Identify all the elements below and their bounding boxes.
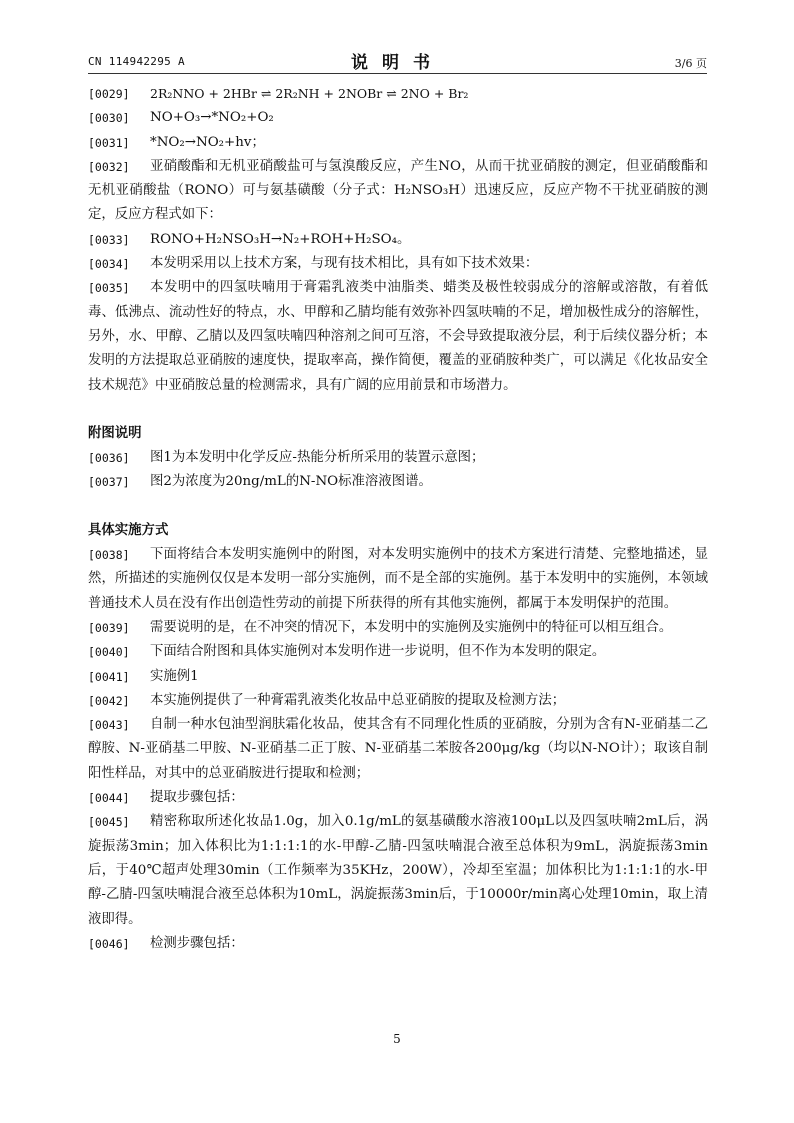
paragraph-number: [0044] <box>88 791 130 806</box>
paragraph-text: 本发明中的四氢呋喃用于膏霜乳液类中油脂类、蜡类及极性较弱成分的溶解或溶散，有着低毒、低沸点、流动性好的特点，水、甲醇和乙腈均能有效弥补四氢呋喃的不足，增加极性成分的溶解性，另外，水、甲醇、乙腈以及四氢呋喃四种溶剂之间可互溶，不会导致提取液分层，利于后续仪器分析；本发明的方法提取总亚硝胺的速度快，提取率高，操作简便，覆盖的亚硝胺种类广，可以满足《化妆品安全技术规范》中亚硝胺总量的检测需求，具有广阔的应用前景和市场潜力。 <box>88 280 708 393</box>
paragraph-text: 实施例1 <box>150 668 199 684</box>
paragraph-number: [0037] <box>88 475 130 490</box>
reaction-equation: 2R₂NNO + 2HBr ⇌ 2R₂NH + 2NOBr ⇌ 2NO + Br₂ <box>150 86 469 101</box>
paragraph-p0033 <box>88 228 708 252</box>
paragraph-p0035 <box>88 276 708 397</box>
section-heading: 具体实施方式 <box>88 522 169 538</box>
paragraph-text: 下面结合附图和具体实施例对本发明作进一步说明，但不作为本发明的限定。 <box>150 644 606 660</box>
paragraph-p0044 <box>88 786 708 810</box>
paragraph-text: 自制一种水包油型润肤霜化妆品，使其含有不同理化性质的亚硝胺，分别为含有N-亚硝基二乙醇胺、N-亚硝基二甲胺、N-亚硝基二正丁胺、N-亚硝基二苯胺各200μg/kg（均以N-NO计）；取该自制阳性样品，对其中的总亚硝胺进行提取和检测； <box>88 717 708 781</box>
paragraph-number: [0030] <box>88 111 130 126</box>
paragraph-number: [0041] <box>88 669 130 684</box>
paragraph-number: [0035] <box>88 281 130 296</box>
paragraph-text: 下面将结合本发明实施例中的附图，对本发明实施例中的技术方案进行清楚、完整地描述，显然，所描述的实施例仅仅是本发明一部分实施例，而不是全部的实施例。基于本发明中的实施例，本领域普通技术人员在没有作出创造性劳动的前提下所获得的所有其他实施例，都属于本发明保护的范围。 <box>88 547 708 611</box>
paragraph-p0046 <box>88 932 708 956</box>
paragraph-number: [0033] <box>88 232 130 247</box>
paragraph-text: NO+O₃→*NO₂+O₂ <box>150 110 274 126</box>
paragraph-number: [0040] <box>88 645 130 660</box>
document-body <box>88 82 708 956</box>
paragraph-p0040 <box>88 640 708 664</box>
paragraph-p0042 <box>88 689 708 713</box>
paragraph-text: RONO+H₂NSO₃H→N₂+ROH+H₂SO₄。 <box>150 231 411 247</box>
paragraph-number: [0032] <box>88 159 130 174</box>
paragraph-number: [0045] <box>88 815 130 830</box>
paragraph-text: 检测步骤包括： <box>150 935 244 951</box>
paragraph-p0038 <box>88 543 708 616</box>
paragraph-p0045 <box>88 810 708 931</box>
paragraph-number: [0046] <box>88 936 130 951</box>
paragraph-text: 需要说明的是，在不冲突的情况下，本发明中的实施例及实施例中的特征可以相互组合。 <box>150 619 673 635</box>
paragraph-p0032 <box>88 155 708 228</box>
paragraph-number: [0031] <box>88 135 130 150</box>
section-spacer <box>88 398 708 422</box>
header-rule <box>88 73 707 74</box>
paragraph-p0034 <box>88 252 708 276</box>
document-title: 说明书 <box>351 53 444 73</box>
page-number: 5 <box>393 1032 401 1046</box>
paragraph-p0041 <box>88 665 708 689</box>
paragraph-number: [0038] <box>88 548 130 563</box>
paragraph-number: [0043] <box>88 718 130 733</box>
page-header <box>88 48 707 74</box>
section-heading: 附图说明 <box>88 425 142 441</box>
paragraph-p0037 <box>88 470 708 494</box>
paragraph-text: *NO₂→NO₂+hv； <box>150 134 265 150</box>
paragraph-p0039 <box>88 616 708 640</box>
paragraph-p0031 <box>88 131 708 155</box>
paragraph-text: 提取步骤包括： <box>150 790 244 806</box>
paragraph-number: [0034] <box>88 257 130 272</box>
publication-number: CN 114942295 A <box>88 55 185 68</box>
paragraph-text: 本实施例提供了一种膏霜乳液类化妆品中总亚硝胺的提取及检测方法； <box>150 692 566 708</box>
section-spacer <box>88 495 708 519</box>
paragraph-text: 本发明采用以上技术方案，与现有技术相比，具有如下技术效果： <box>150 256 539 272</box>
paragraph-text: 亚硝酸酯和无机亚硝酸盐可与氢溴酸反应，产生NO，从而干扰亚硝胺的测定，但亚硝酸酯和无机亚硝酸盐（RONO）可与氨基磺酸（分子式：H₂NSO₃H）迅速反应，反应产物不干扰亚硝胺的测定，反应方程式如下： <box>88 158 708 223</box>
paragraph-text: 图2为浓度为20ng/mL的N-NO标准溶液图谱。 <box>150 474 432 490</box>
paragraph-p0036 <box>88 446 708 470</box>
paragraph-number: [0029] <box>88 87 130 101</box>
paragraph-number: [0036] <box>88 451 130 466</box>
paragraph-p0029 <box>88 82 708 106</box>
paragraph-text: 图1为本发明中化学反应-热能分析所采用的装置示意图； <box>150 450 485 466</box>
page-indicator: 3/6 页 <box>674 57 707 70</box>
paragraph-number: [0039] <box>88 620 130 635</box>
paragraph-p0043 <box>88 713 708 786</box>
paragraph-p0030 <box>88 106 708 130</box>
paragraph-number: [0042] <box>88 693 130 708</box>
paragraph-text: 精密称取所述化妆品1.0g，加入0.1g/mL的氨基磺酸水溶液100μL以及四氢呋喃2mL后，涡旋振荡3min；加入体积比为1:1:1:1的水-甲醇-乙腈-四氢呋喃混合液至总体积为9mL，涡旋振荡3min后，于40℃超声处理30min（工作频率为35KHz，200W），冷却至室温；加体积比为1:1:1:1的水-甲醇-乙腈-四氢呋喃混合液至总体积为10mL，涡旋振荡3min后，于10000r/min离心处理10min，取上清液即得。 <box>88 814 708 927</box>
